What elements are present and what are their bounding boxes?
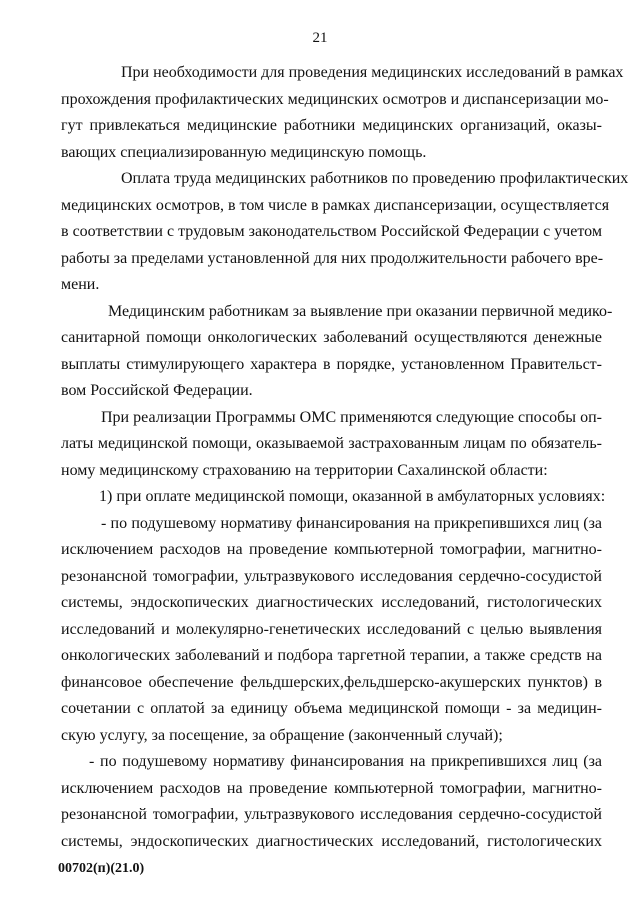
paragraph [61,299,613,405]
document-code: 00702(п)(21.0) [58,861,145,876]
text-line: выплаты стимулирующего характера в порядке, установленном Правительст- [61,355,602,373]
text-line: латы медицинской помощи, оказываемой застрахованным лицам по обязатель- [61,435,602,452]
paragraph [61,511,602,750]
text-line: - по подушевому нормативу финансирования на прикрепившихся лиц (за [89,753,602,770]
text-line: в соответствии с трудовым законодательством Российской Федерации с учетом [61,223,602,240]
text-line: сочетании с оплатой за единицу объема медицинской помощи - за медицин- [61,700,602,717]
text-line: При реализации Программы ОМС применяются следующие способы оп- [101,408,602,426]
text-line: резонансной томографии, ультразвукового исследования сердечно-сосудистой [61,567,602,585]
text-line: вающих специализированную медицинскую помощь. [61,143,427,161]
paragraph [61,405,602,485]
text-line: системы, эндоскопических диагностических исследований, гистологических [61,832,602,850]
text-line: Медицинским работникам за выявление при оказании первичной медико- [108,302,613,320]
text-line: При необходимости для проведения медицинских исследований в рамках [121,64,624,81]
paragraph [61,166,629,299]
page-number: 21 [312,30,328,46]
document-body [61,60,629,855]
paragraph [61,60,624,166]
text-line: - по подушевому нормативу финансирования на прикрепившихся лиц (за [101,514,602,532]
text-line: ному медицинскому страхованию на территории Сахалинской области: [61,461,548,479]
text-line: исключением расходов на проведение компьютерной томографии, магнитно- [61,779,602,797]
text-line: вом Российской Федерации. [61,382,253,399]
text-line: медицинских осмотров, в том числе в рамках диспансеризации, осуществляется [61,196,610,214]
text-line: прохождения профилактических медицинских осмотров и диспансеризации мо- [61,90,609,108]
paragraph [61,484,606,511]
text-line: гут привлекаться медицинские работники медицинских организаций, оказы- [61,117,602,134]
text-line: работы за пределами установленной для них продолжительности рабочего вре- [61,249,604,267]
text-line: онкологических заболеваний и подбора таргетной терапии, а также средств на [61,647,602,664]
text-line: финансовое обеспечение фельдшерских,фельдшерско-акушерских пунктов) в [61,673,602,691]
text-line: Оплата труда медицинских работников по проведению профилактических [121,170,629,187]
paragraph [61,749,602,855]
text-line: системы, эндоскопических диагностических исследований, гистологических [61,594,602,611]
text-line: мени. [61,276,100,293]
text-line: 1) при оплате медицинской помощи, оказанной в амбулаторных условиях: [99,488,606,505]
text-line: скую услугу, за посещение, за обращение (законченный случай); [61,726,503,744]
text-line: исследований и молекулярно-генетических исследований с целью выявления [61,620,602,638]
text-line: исключением расходов на проведение компьютерной томографии, магнитно- [61,541,602,558]
text-line: резонансной томографии, ультразвукового исследования сердечно-сосудистой [61,806,602,823]
text-line: санитарной помощи онкологических заболеваний осуществляются денежные [61,329,602,346]
